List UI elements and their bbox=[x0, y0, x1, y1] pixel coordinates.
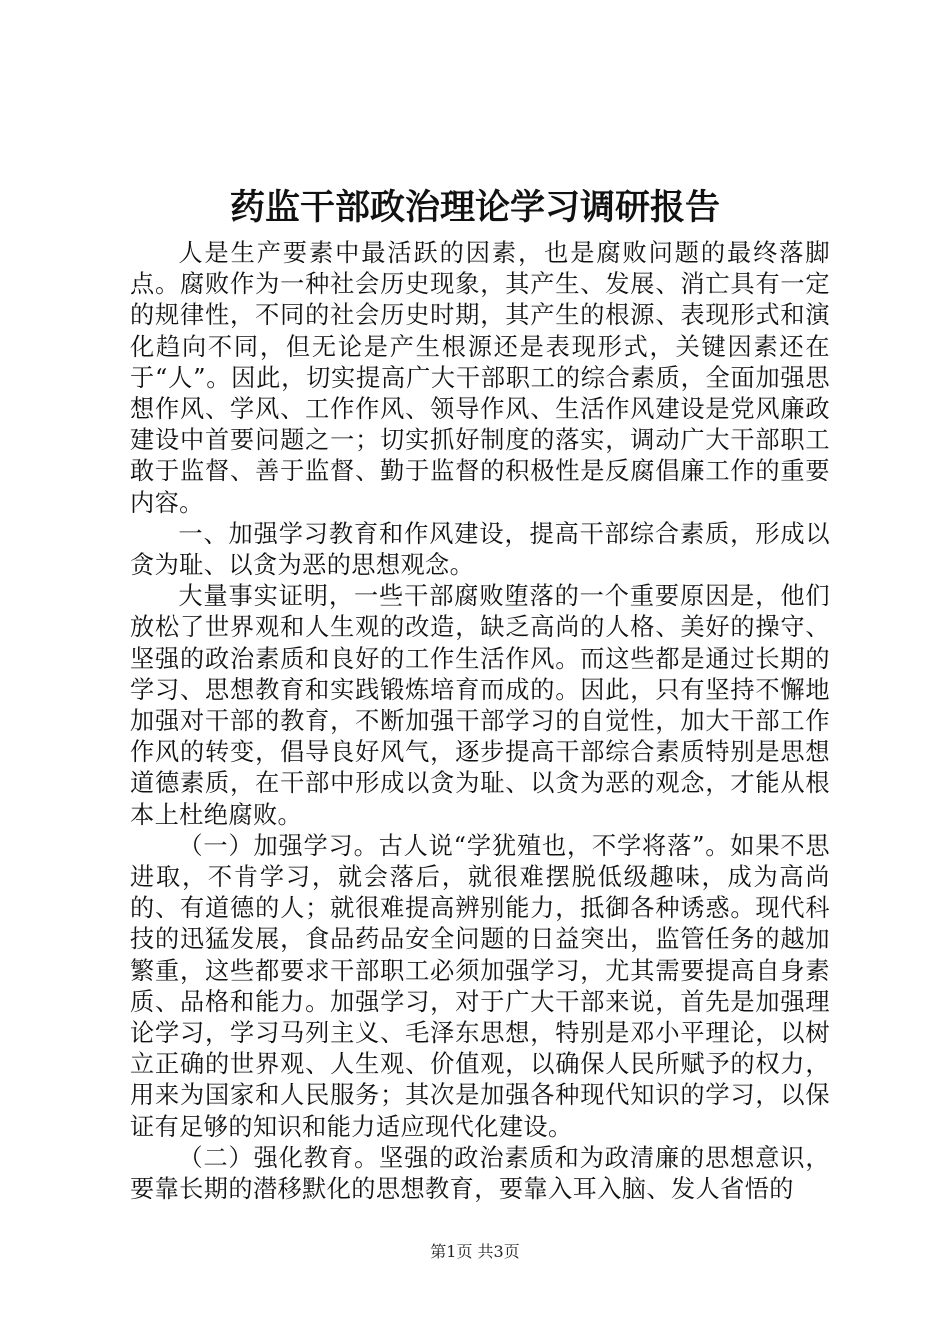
document-body bbox=[130, 238, 830, 1205]
paragraph-intro: 人是生产要素中最活跃的因素，也是腐败问题的最终落脚点。腐败作为一种社会历史现象，其产生、发展、消亡具有一定的规律性，不同的社会历史时期，其产生的根源、表现形式和演化趋向不同，但无论是产生根源还是表现形式，关键因素还在于“人”。因此，切实提高广大干部职工的综合素质，全面加强思想作风、学风、工作作风、领导作风、生活作风建设是党风廉政建设中首要问题之一；切实抓好制度的落实，调动广大干部职工敢于监督、善于监督、勤于监督的积极性是反腐倡廉工作的重要内容。 bbox=[130, 239, 830, 517]
document-title: 药监干部政治理论学习调研报告 bbox=[229, 188, 720, 228]
paragraph-strengthen-study: （一）加强学习。古人说“学犹殖也，不学将落”。如果不思进取，不肯学习，就会落后，就很难摆脱低级趣味，成为高尚的、有道德的人；就很难提高辨别能力，抵御各种诱惑。现代科技的迅猛发展，食品药品安全问题的日益突出，监管任务的越加繁重，这些都要求干部职工必须加强学习，尤其需要提高自身素质、品格和能力。加强学习，对于广大干部来说，首先是加强理论学习，学习马列主义、毛泽东思想，特别是邓小平理论，以树立正确的世界观、人生观、价值观，以确保人民所赋予的权力，用来为国家和人民服务；其次是加强各种现代知识的学习，以保证有足够的知识和能力适应现代化建设。 bbox=[130, 831, 830, 1141]
paragraph-section-heading-1: 一、加强学习教育和作风建设，提高干部综合素质，形成以贪为耻、以贪为恶的思想观念。 bbox=[130, 519, 830, 580]
page-footer: 第1页 共3页 bbox=[430, 1242, 520, 1261]
paragraph-strengthen-education: （二）强化教育。坚强的政治素质和为政清廉的思想意识，要靠长期的潜移默化的思想教育，要靠入耳入脑、发人省悟的 bbox=[130, 1143, 830, 1204]
paragraph-facts: 大量事实证明，一些干部腐败堕落的一个重要原因是，他们放松了世界观和人生观的改造，缺乏高尚的人格、美好的操守、坚强的政治素质和良好的工作生活作风。而这些都是通过长期的学习、思想教育和实践锻炼培育而成的。因此，只有坚持不懈地加强对干部的教育，不断加强干部学习的自觉性，加大干部工作作风的转变，倡导良好风气，逐步提高干部综合素质特别是思想道德素质，在干部中形成以贪为耻、以贪为恶的观念，才能从根本上杜绝腐败。 bbox=[130, 582, 830, 829]
